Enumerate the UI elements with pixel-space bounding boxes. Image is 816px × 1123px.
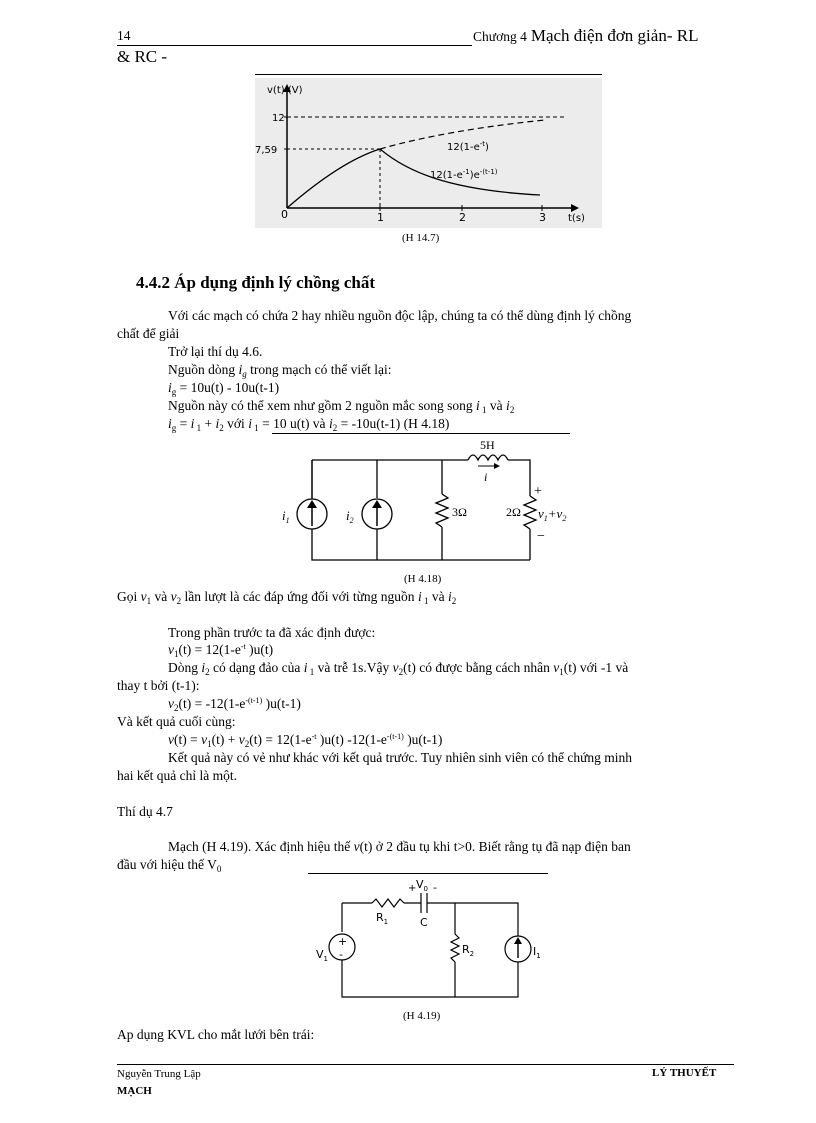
eq-sum: $i_g = i$ $_1 + i_2$ với i $_1$ = 10 u(t) và $i_2 = -10u(t-1)$ (H 4.18) bbox=[168, 416, 450, 433]
v1-label: $V_1$ bbox=[316, 948, 328, 963]
body-eq-v: $v(t) = v_1(t) + v_2(t) = 12(1-e^{-t}$ )u(t) $-12(1-e^{-(t-1)}$ )u(t-1) bbox=[168, 732, 443, 749]
example-title: Thí dụ 4.7 bbox=[117, 804, 173, 819]
resistor-2ohm bbox=[524, 496, 536, 529]
last-line: Ap dụng KVL cho mắt lưới bên trái: bbox=[117, 1027, 315, 1042]
footer-right2: MẠCH bbox=[117, 1085, 152, 1097]
y-tick-label-759: 7,59 bbox=[255, 145, 278, 156]
para4: Nguồn này có thể xem như gồm 2 nguồn mắc song song i $_1$ và $i_2$ bbox=[168, 398, 515, 415]
figure-h14-7 bbox=[255, 78, 602, 228]
minus-sign: − bbox=[537, 529, 545, 544]
body-line1: Gọi $v_1$ và $v_2$ lần lượt là các đáp ứng đối với từng nguồn i $_1$ và $i_2$ bbox=[117, 589, 457, 606]
voltage-label: $v_1+v_2$ bbox=[538, 506, 567, 523]
wire-bottom bbox=[342, 960, 518, 997]
para1-line2: chất để giải bbox=[117, 326, 180, 341]
example-line1: Mạch (H 4.19). Xác định hiệu thế v(t) ở 2 đầu tụ khi t>0. Biết rằng tụ đã nạp điện ban bbox=[168, 839, 631, 854]
bottom-wire bbox=[312, 460, 530, 560]
i1-label: $I_1$ bbox=[533, 945, 541, 960]
example-line2: đầu với hiệu thế $V_0$ bbox=[117, 857, 222, 874]
eq-ig: $i_g = 10u(t) - 10u(t-1)$ bbox=[168, 380, 280, 397]
para3: Nguồn dòng $i_g$ trong mạch có thể viết lại: bbox=[168, 362, 392, 379]
section-heading: 4.4.2 Áp dụng định lý chồng chất bbox=[136, 273, 376, 292]
chapter-title-cont: & RC - bbox=[117, 47, 168, 66]
body-line5: thay t bởi (t-1): bbox=[117, 678, 200, 693]
resistor-r1 bbox=[372, 899, 404, 907]
x-tick-label-1: 1 bbox=[377, 211, 384, 224]
body-eq-v2: $v_2(t) = -12(1-e^{-(t-1)}$ )u(t-1) bbox=[168, 696, 301, 713]
resistor-3ohm bbox=[436, 494, 448, 527]
caption-h14-7: (H 14.7) bbox=[402, 232, 440, 244]
x-tick-label-0: 0 bbox=[281, 208, 288, 221]
vsource-minus: - bbox=[339, 948, 343, 961]
x-axis-label: t(s) bbox=[568, 213, 585, 224]
figure-h4-19 bbox=[308, 876, 548, 1002]
cap-minus: - bbox=[433, 881, 437, 894]
top-right-wire bbox=[508, 460, 530, 481]
caption-h4-18: (H 4.18) bbox=[404, 573, 442, 585]
r3-label: 3Ω bbox=[452, 505, 467, 519]
r2-label: 2Ω bbox=[506, 505, 521, 519]
body-eq-v1: $v_1(t) = 12(1-e^{-t}$ )u(t) bbox=[168, 642, 274, 659]
para1-line1: Với các mạch có chứa 2 hay nhiều nguồn độc lập, chúng ta có thể dùng định lý chồng bbox=[168, 308, 632, 323]
body-line4: Dòng $i_2$ có dạng đảo của i $_1$ và trễ 1s.Vậy $v_2(t)$ có được bằng cách nhân $v_1(t)$ với -1 và bbox=[168, 660, 629, 677]
footer-rule bbox=[117, 1064, 734, 1065]
r1-label: $R_1$ bbox=[376, 911, 389, 926]
y-tick-label-12: 12 bbox=[272, 113, 285, 124]
r2-label: $R_2$ bbox=[462, 943, 475, 958]
para2: Trở lại thí dụ 4.6. bbox=[168, 344, 263, 359]
wire-top-right bbox=[427, 903, 518, 936]
body-line2: Trong phần trước ta đã xác định được: bbox=[168, 625, 376, 640]
current-label: i bbox=[484, 470, 488, 484]
current-arrowhead-icon bbox=[494, 463, 500, 469]
cap-label: C bbox=[420, 916, 428, 929]
resistor-r2 bbox=[451, 934, 459, 962]
figure-4-18-top-rule bbox=[272, 433, 570, 434]
body-line7: Và kết quả cuối cùng: bbox=[117, 714, 236, 729]
src1-label: $i_1$ bbox=[282, 508, 290, 525]
figure-background bbox=[255, 78, 602, 228]
figure-top-rule bbox=[255, 74, 602, 75]
vsource-plus: + bbox=[338, 935, 348, 948]
y-axis-label: v(t) (V) bbox=[267, 85, 303, 96]
curve-b-label: $12(1-e^{-1})e^{-(t-1)}$ bbox=[430, 168, 498, 181]
v0-label: $V_0$ bbox=[416, 878, 428, 893]
plus-sign: + bbox=[534, 484, 542, 499]
caption-h4-19: (H 4.19) bbox=[403, 1010, 441, 1022]
cap-plus: + bbox=[408, 883, 417, 894]
src2-label: $i_2$ bbox=[346, 508, 354, 525]
inductor bbox=[468, 455, 508, 460]
body-line9: Kết quả này có vẻ như khác với kết quả trước. Tuy nhiên sinh viên có thể chứng minh bbox=[168, 750, 633, 765]
body-line10: hai kết quả chỉ là một. bbox=[117, 768, 237, 783]
footer-right: LÝ THUYẾT bbox=[652, 1067, 717, 1079]
footer-author: Nguyễn Trung Lập bbox=[117, 1068, 201, 1080]
figure-4-19-top-rule bbox=[308, 873, 548, 874]
header-rule bbox=[117, 45, 472, 46]
x-tick-label-2: 2 bbox=[459, 211, 466, 224]
curve-a-label: $12(1-e^{-t})$ bbox=[447, 140, 489, 153]
x-tick-label-3: 3 bbox=[539, 211, 546, 224]
inductor-label: 5H bbox=[480, 438, 495, 452]
figure-h4-18 bbox=[272, 436, 572, 568]
chapter-title: Chương 4 Mạch điện đơn giản- RL bbox=[473, 26, 699, 45]
page-number: 14 bbox=[117, 28, 131, 43]
